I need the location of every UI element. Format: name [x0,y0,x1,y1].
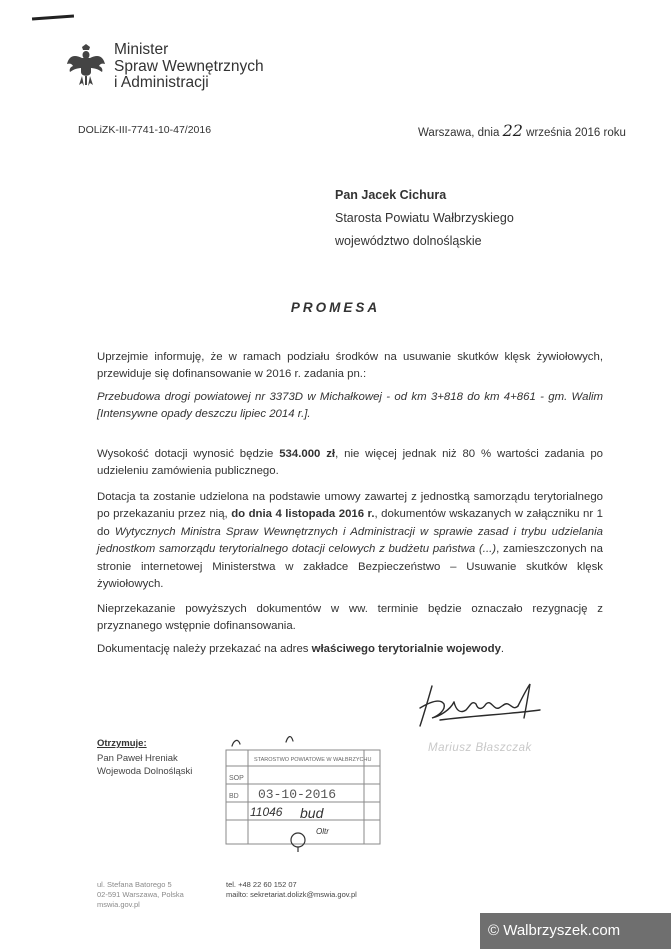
ministry-line-1: Minister [114,41,169,58]
paragraph-1 [97,349,603,384]
stamp-number: 11046 [250,805,283,819]
grant-amount: 534.000 zł [279,448,336,460]
eagle-emblem-icon [66,44,106,88]
paragraph-5 [97,601,603,636]
stamp-row-label-2: BD [229,793,239,800]
stamp-row-label-1: SOP [229,775,244,782]
footer-address [97,880,184,910]
recipient-position: Starosta Powiatu Wałbrzyskiego [335,211,514,225]
handwritten-signature [410,680,560,730]
paragraph-1-text: Uprzejmie informuję, że w ramach podziału środków na usuwanie skutków klęsk żywiołowych, przewiduje się dofinansowanie w 2016 r. zadania pn.: [97,351,603,381]
guidelines-title: Wytycznych Ministra Spraw Wewnętrznych i Administracji w sprawie zasad i trybu udzielania jednostkom samorządu terytorialnego dotacji celowych z budżetu państwa (...) [97,525,603,556]
stamp-handwritten-note-2: Oltr [316,827,329,836]
paragraph-5-text: Nieprzekazanie powyższych dokumentów w ww. terminie będzie oznaczało rezygnację z przyznanego wstępnie dofinansowania. [97,603,603,633]
recipient-block [335,184,514,253]
footer-phone: tel. +48 22 60 152 07 [226,880,297,889]
reference-number: DOLiZK-III-7741-10-47/2016 [78,124,212,136]
document-title: PROMESA [290,300,381,315]
date-suffix: września 2016 roku [526,127,626,139]
grant-text-b: , nie więcej jednak niż 80 % wartości zadania po udzieleniu zamówienia publicznego. [97,448,604,478]
conditions-text-a: Dotacja ta zostanie udzielona na podstawie umowy zawartej z jednostką samorządu terytorialnego po przekazaniu przez nią, [97,491,603,521]
task-description: Przebudowa drogi powiatowej nr 3373D w Michałkowej - od km 3+818 do km 4+861 - gm. Walim [Intensywne opady deszczu lipiec 2014 r.]. [97,391,603,421]
registry-stamp [224,732,384,852]
receivers-list [97,752,192,778]
paragraph-3 [97,446,603,481]
ministry-line-2: Spraw Wewnętrznych [114,57,264,75]
date-line [418,121,626,140]
watermark: © Walbrzyszek.com [480,913,671,949]
recipient-region: województwo dolnośląskie [335,234,482,248]
footer-email: mailto: sekretariat.dolizk@mswia.gov.pl [226,890,357,899]
receiver-line-2: Wojewoda Dolnośląski [97,766,193,777]
conditions-text-c: , zamieszczonych na stronie internetowej Ministerstwa w zakładce Bezpieczeństwo – Usuwanie skutków klęsk żywiołowych. [97,543,603,591]
conditions-text-b: , dokumentów wskazanych w załączniku nr 1 do [97,508,603,538]
stamp-handwritten-note: bud [300,805,324,821]
receiver-line-1: Pan Paweł Hreniak [97,753,178,764]
paragraph-4 [97,489,603,593]
receivers-label: Otrzymuje: [97,738,147,749]
recipient-name: Pan Jacek Cichura [335,188,447,202]
footer-address-line-2: 02-591 Warszawa, Polska [97,890,184,899]
stamp-header: STAROSTWO POWIATOWE W WAŁBRZYCHU [254,757,372,763]
footer-website: mswia.gov.pl [97,900,140,909]
footer-contact [226,880,357,900]
paragraph-2 [97,389,603,424]
paragraph-6 [97,641,603,658]
ministry-name [114,42,264,92]
signatory-name: Mariusz Błaszczak [428,742,532,754]
date-prefix: Warszawa, dnia [418,127,500,139]
ministry-line-3: i Administracji [114,74,209,91]
deadline: do dnia 4 listopada 2016 r. [231,508,375,521]
date-day-handwritten: 22 [502,121,523,140]
docs-text-b: . [500,643,505,655]
stamp-date: 03-10-2016 [258,787,337,802]
docs-recipient: właściwego terytorialnie wojewody [311,643,501,655]
footer-address-line-1: ul. Stefana Batorego 5 [97,880,172,889]
pen-mark [32,15,74,21]
docs-text-a: Dokumentację należy przekazać na adres [97,643,312,655]
grant-text-a: Wysokość dotacji wynosić będzie [97,448,280,460]
